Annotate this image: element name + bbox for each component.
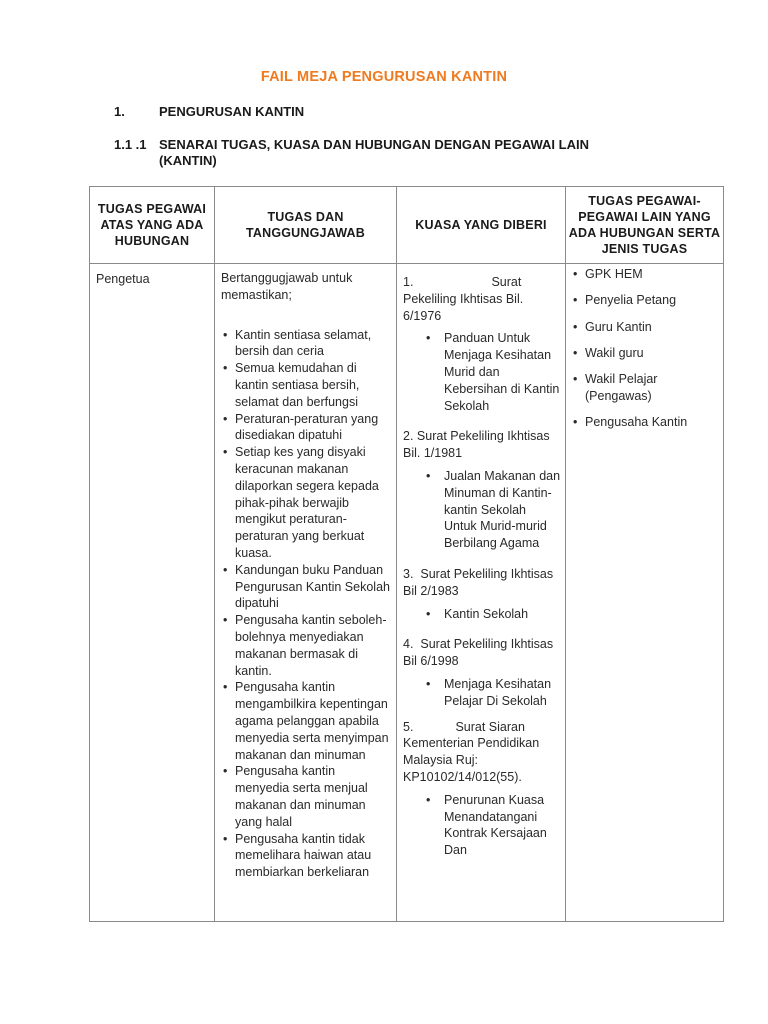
list-item: • Kantin sentiasa selamat, bersih dan ceria bbox=[221, 327, 390, 361]
list-item: • Pengusaha Kantin bbox=[571, 414, 719, 431]
ref-number: 3. bbox=[403, 566, 414, 581]
ref-text: Surat Pekeliling Ikhtisas Bil 6/1998 bbox=[403, 637, 554, 669]
authority-ref bbox=[403, 636, 561, 670]
ref-text: Surat Siaran Kementerian Pendidikan Malaysia Ruj: KP10102/14/012(55). bbox=[403, 719, 540, 784]
authority-bullet: • Jualan Makanan dan Minuman di Kantin-kantin Sekolah Untuk Murid-murid Berbilang Agama bbox=[403, 468, 561, 552]
list-item: • Guru Kantin bbox=[571, 319, 719, 336]
section-heading bbox=[114, 104, 304, 119]
cell-tugas bbox=[215, 264, 397, 922]
authority-ref bbox=[403, 566, 561, 600]
ref-text: Surat Pekeliling Ikhtisas Bil 2/1983 bbox=[403, 566, 554, 598]
subsection-title: SENARAI TUGAS, KUASA DAN HUBUNGAN DENGAN PEGAWAI LAIN (KANTIN) bbox=[159, 137, 589, 168]
cell-pegawai-atas bbox=[90, 264, 215, 922]
ref-number: 2. bbox=[403, 429, 414, 444]
duty-intro: Bertanggugjawab untuk memastikan; bbox=[221, 271, 353, 302]
list-item: • Kandungan buku Panduan Pengurusan Kantin Sekolah dipatuhi bbox=[221, 562, 390, 612]
list-item: • GPK HEM bbox=[571, 266, 719, 283]
ref-number: 1. bbox=[403, 275, 414, 289]
list-item: • Peraturan-peraturan yang disediakan dipatuhi bbox=[221, 411, 390, 445]
duty-table bbox=[89, 186, 724, 922]
cell-pegawai-lain bbox=[566, 264, 724, 922]
authority-ref bbox=[403, 719, 561, 786]
authority-ref bbox=[403, 274, 561, 324]
table-row bbox=[90, 264, 724, 922]
subsection-heading bbox=[114, 137, 629, 169]
list-item: • Pengusaha kantin tidak memelihara haiwan atau membiarkan berkeliaran bbox=[221, 831, 390, 881]
authority-bullet: • Menjaga Kesihatan Pelajar Di Sekolah bbox=[403, 676, 561, 710]
list-item: • Penyelia Petang bbox=[571, 292, 719, 309]
authority-ref bbox=[403, 428, 561, 462]
ref-number: 5. bbox=[403, 719, 414, 734]
duty-list bbox=[221, 327, 390, 881]
subsection-number: 1.1 .1 bbox=[114, 137, 147, 152]
related-officers-list bbox=[571, 266, 719, 431]
ref-text: Surat Pekeliling Ikhtisas Bil. 6/1976 bbox=[403, 275, 524, 323]
document-title: FAIL MEJA PENGURUSAN KANTIN bbox=[260, 69, 508, 85]
authority-bullet: • Panduan Untuk Menjaga Kesihatan Murid dan Kebersihan di Kantin Sekolah bbox=[403, 330, 561, 414]
list-item: • Pengusaha kantin seboleh-bolehnya menyediakan makanan bermasak di kantin. bbox=[221, 612, 390, 679]
officer-name: Pengetua bbox=[96, 272, 150, 286]
list-item: • Pengusaha kantin mengambilkira kepentingan agama pelanggan apabila menyedia serta menyimpan makanan dan minuman bbox=[221, 679, 390, 763]
ref-number: 4. bbox=[403, 637, 414, 652]
section-title: PENGURUSAN KANTIN bbox=[159, 104, 305, 119]
section-number: 1. bbox=[114, 104, 125, 119]
ref-text: Surat Pekeliling Ikhtisas Bil. 1/1981 bbox=[403, 429, 550, 461]
header-pegawai-lain: TUGAS PEGAWAI-PEGAWAI LAIN YANG ADA HUBUNGAN SERTA JENIS TUGAS bbox=[566, 187, 724, 264]
list-item: • Setiap kes yang disyaki keracunan makanan dilaporkan segera kepada pihak-pihak berwajib mengikut peraturan-peraturan yang berkuat kuasa. bbox=[221, 444, 390, 562]
header-pegawai-atas: TUGAS PEGAWAI ATAS YANG ADA HUBUNGAN bbox=[90, 187, 215, 264]
list-item: • Wakil guru bbox=[571, 345, 719, 362]
list-item: • Semua kemudahan di kantin sentiasa bersih, selamat dan berfungsi bbox=[221, 360, 390, 410]
list-item: • Wakil Pelajar (Pengawas) bbox=[571, 371, 719, 405]
header-tugas-tanggungjawab: TUGAS DAN TANGGUNGJAWAB bbox=[215, 187, 397, 264]
list-item: • Pengusaha kantin menyedia serta menjual makanan dan minuman yang halal bbox=[221, 763, 390, 830]
authority-bullet: • Penurunan Kuasa Menandatangani Kontrak Kersajaan Dan bbox=[403, 792, 561, 859]
header-kuasa: KUASA YANG DIBERI bbox=[397, 187, 566, 264]
table-header-row bbox=[90, 187, 724, 264]
cell-kuasa bbox=[397, 264, 566, 922]
authority-bullet: • Kantin Sekolah bbox=[403, 606, 561, 623]
